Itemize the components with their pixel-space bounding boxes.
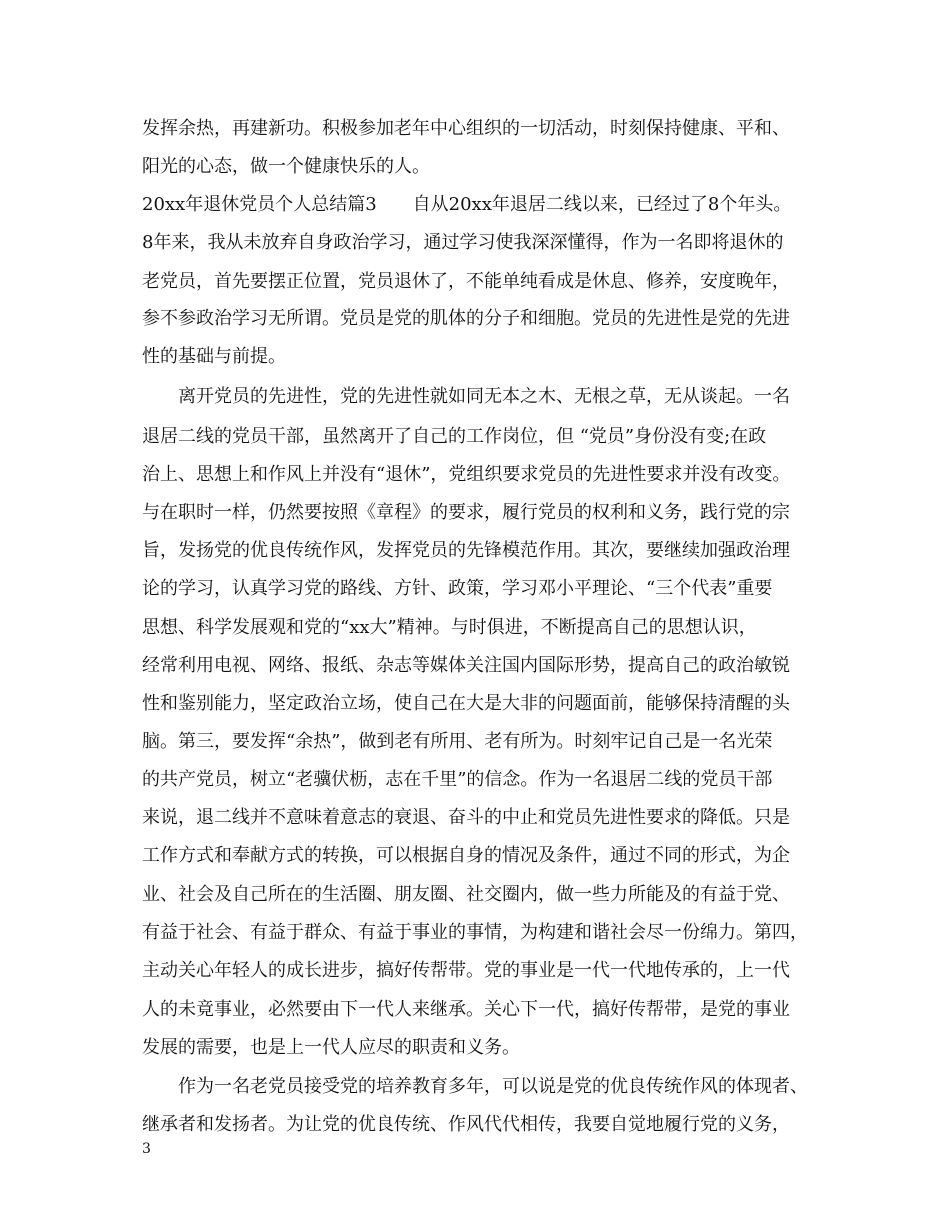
text-line: 发挥余热，再建新功。积极参加老年中心组织的一切活动，时刻保持健康、平和、 (142, 118, 790, 139)
text-line: 发展的需要，也是上一代人应尽的职责和义务。 (142, 1037, 520, 1058)
text-line: 离开党员的先进性，党的先进性就如同无本之木、无根之草，无从谈起。一名 (178, 386, 790, 407)
text-line: 作为一名老党员接受党的培养教育多年，可以说是党的优良传统作风的体现者、 (178, 1076, 808, 1097)
text-line: 业、社会及自己所在的生活圈、朋友圈、社交圈内，做一些力所能及的有益于党、 (142, 884, 790, 905)
text-line: 有益于社会、有益于群众、有益于事业的事情，为构建和谐社会尽一份绵力。第四， (142, 922, 808, 943)
text-line: 经常利用电视、网络、报纸、杂志等媒体关注国内国际形势，提高自己的政治敏锐 (142, 655, 790, 676)
text-line: 治上、思想上和作风上并没有“退休”，党组织要求党员的先进性要求并没有改变。 (142, 464, 791, 485)
text-line: 旨，发扬党的优良传统作风，发挥党员的先锋模范作用。其次，要继续加强政治理 (142, 540, 790, 561)
text-line: 阳光的心态，做一个健康快乐的人。 (142, 156, 430, 177)
text-line: 继承者和发扬者。为让党的优良传统、作风代代相传，我要自觉地履行党的义务， (142, 1114, 790, 1135)
text-line: 来说，退二线并不意味着意志的衰退、奋斗的中止和党员先进性要求的降低。只是 (142, 807, 790, 828)
text-line: 论的学习，认真学习党的路线、方针、政策，学习邓小平理论、“三个代表”重要 (142, 578, 773, 599)
text-line: 脑。第三，要发挥“余热”，做到老有所用、老有所为。时刻牢记自己是一名光荣 (142, 731, 773, 752)
text-line: 老党员，首先要摆正位置，党员退休了，不能单纯看成是休息、修养，安度晚年， (142, 271, 790, 292)
text-line: 20xx年退休党员个人总结篇3 自从20xx年退居二线以来，已经过了8个年头。 (142, 194, 792, 215)
page-number: 3 (142, 1141, 151, 1157)
text-line: 性的基础与前提。 (142, 346, 286, 367)
text-line: 参不参政治学习无所谓。党员是党的肌体的分子和细胞。党员的先进性是党的先进 (142, 308, 790, 329)
text-line: 与在职时一样，仍然要按照《章程》的要求，履行党员的权利和义务，践行党的宗 (142, 502, 790, 523)
text-line: 性和鉴别能力，坚定政治立场，使自己在大是大非的问题面前，能够保持清醒的头 (142, 693, 790, 714)
text-line: 工作方式和奉献方式的转换，可以根据自身的情况及条件，通过不同的形式，为企 (142, 845, 790, 866)
text-line: 的共产党员，树立“老骥伏枥，志在千里”的信念。作为一名退居二线的党员干部 (142, 769, 773, 790)
text-line: 思想、科学发展观和党的“xx大”精神。与时俱进，不断提高自己的思想认识， (142, 617, 757, 638)
text-line: 人的未竟事业，必然要由下一代人来继承。关心下一代，搞好传帮带，是党的事业 (142, 999, 790, 1020)
text-line: 主动关心年轻人的成长进步，搞好传帮带。党的事业是一代一代地传承的，上一代 (142, 960, 790, 981)
text-line: 8年来，我从未放弃自身政治学习，通过学习使我深深懂得，作为一名即将退休的 (142, 232, 784, 253)
text-line: 退居二线的党员干部，虽然离开了自己的工作岗位，但 “党员”身份没有变;在政 (142, 426, 767, 447)
